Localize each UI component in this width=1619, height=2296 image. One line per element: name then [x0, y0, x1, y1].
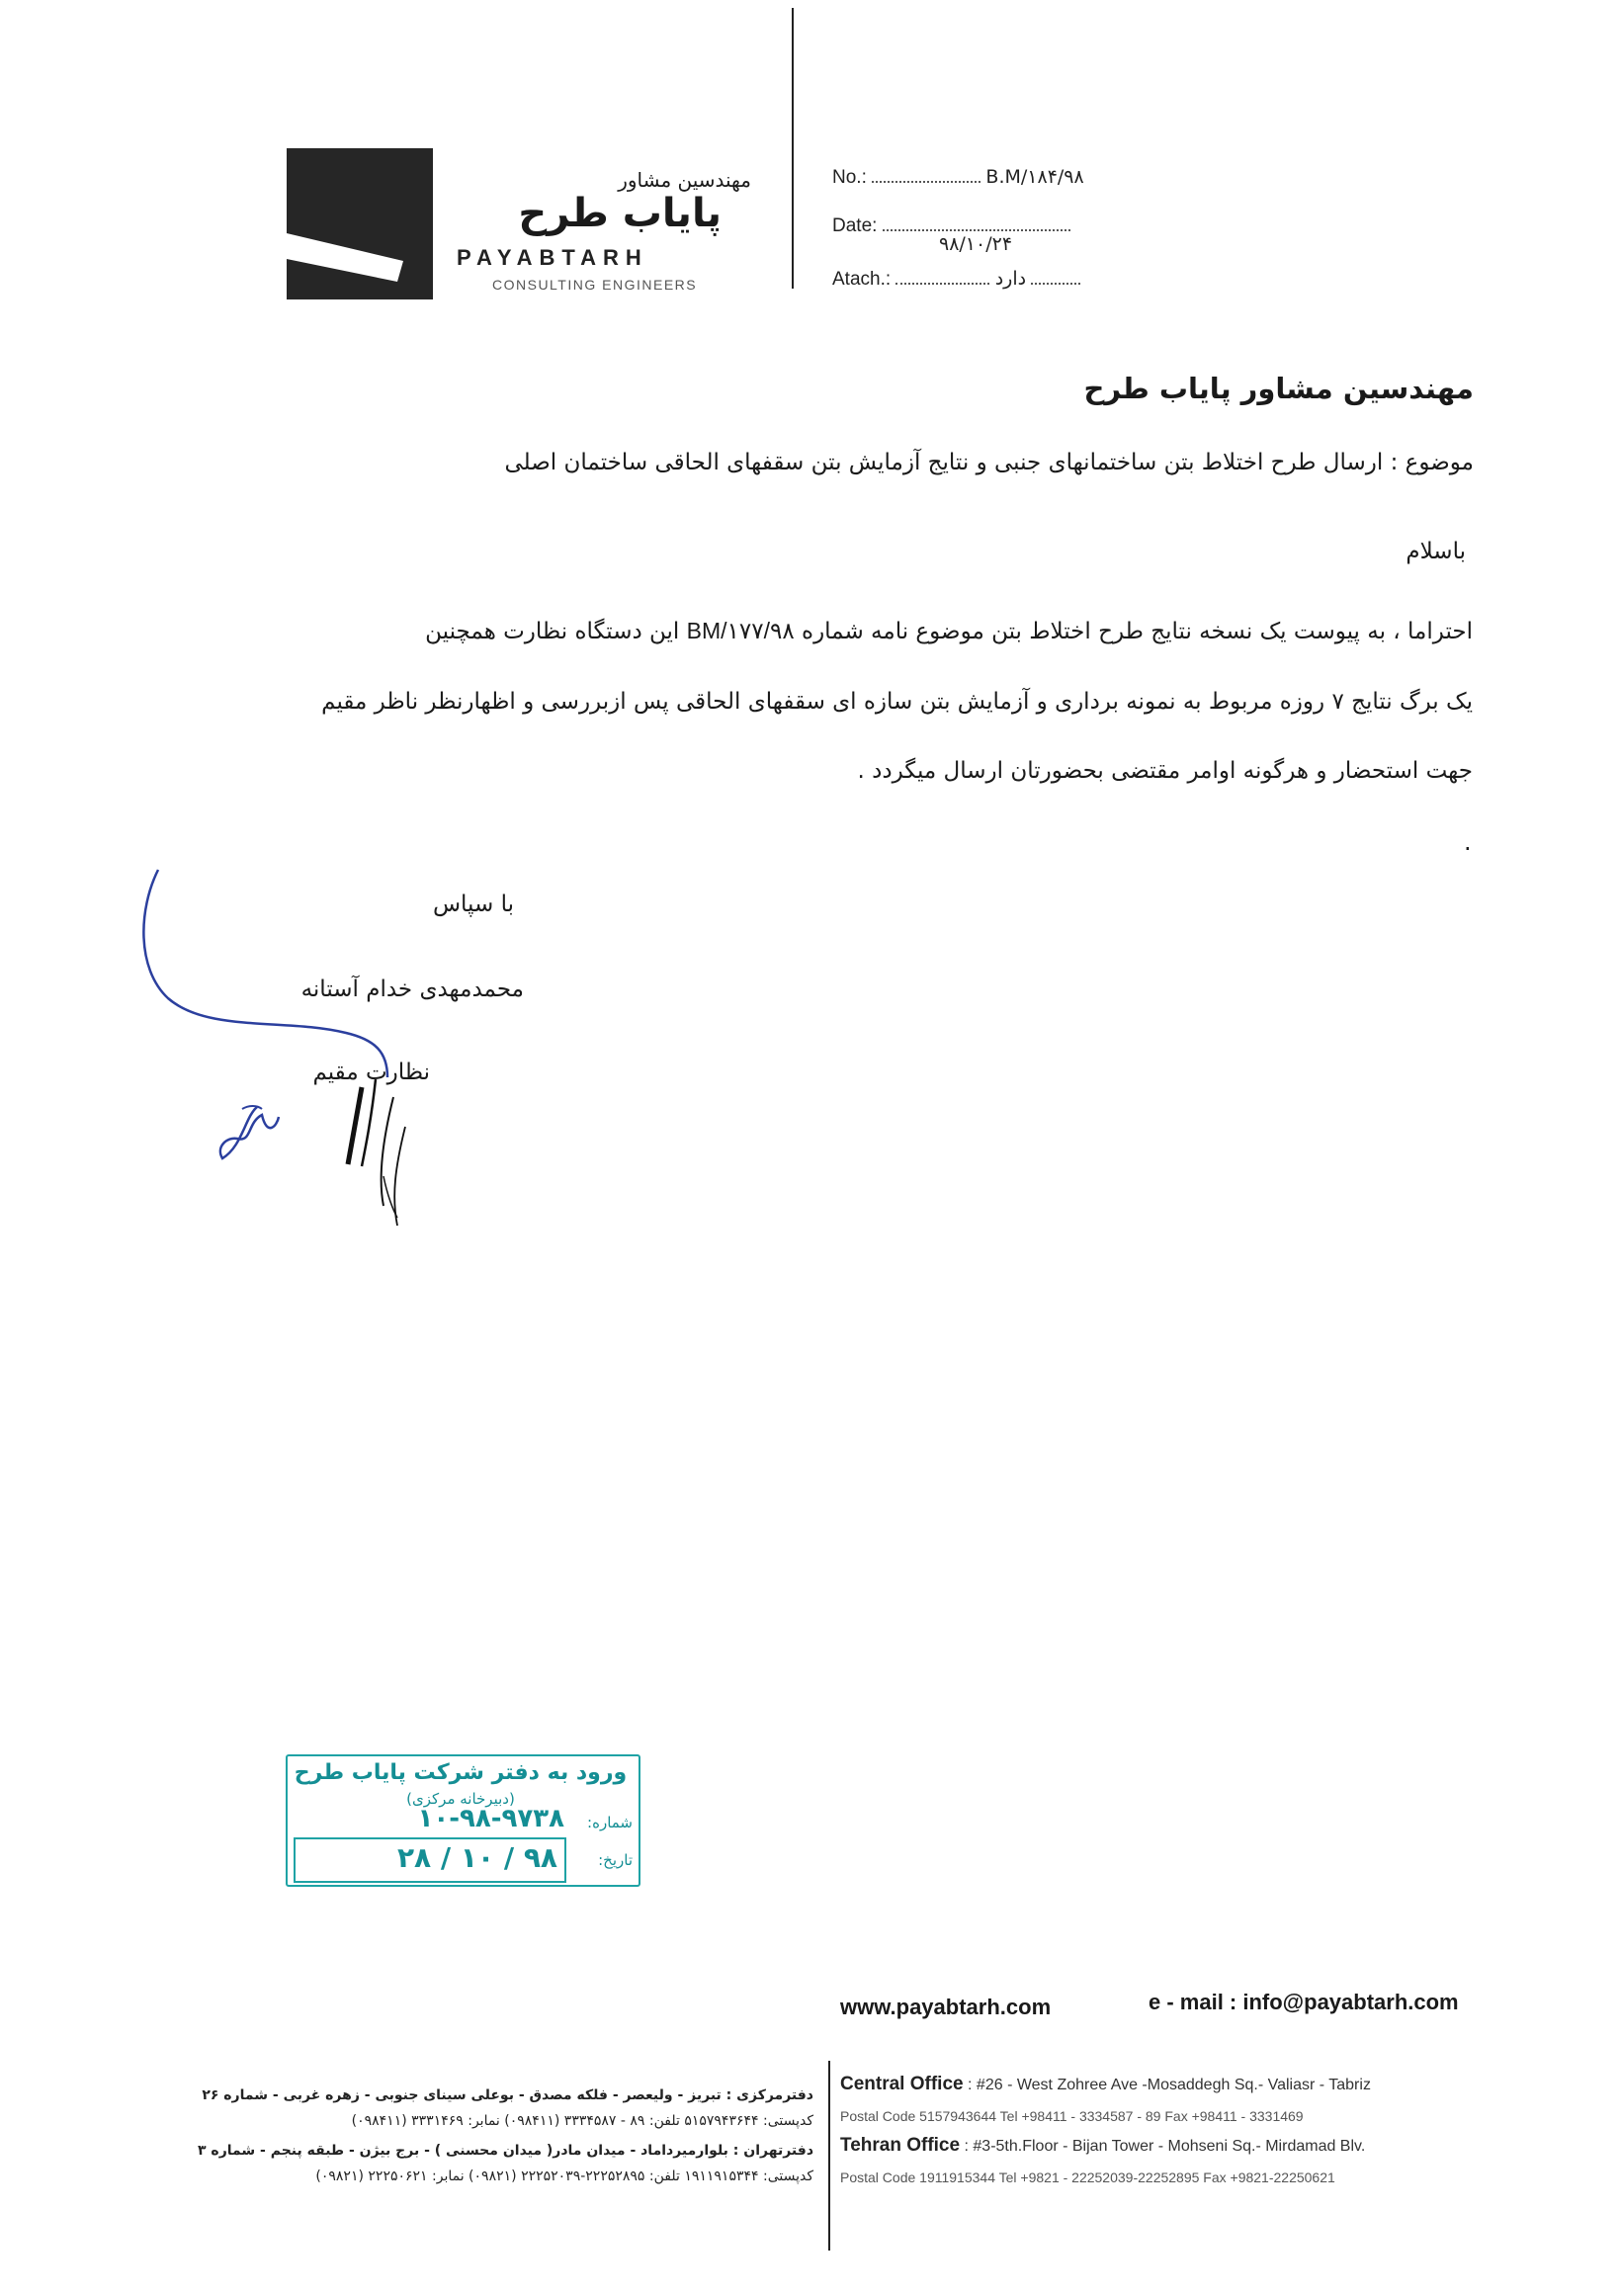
letter-date-label: Date: — [832, 215, 878, 236]
stamp-date-value: ۹۸ / ۱۰ / ۲۸ — [396, 1841, 557, 1874]
fa-tehran-office-line-1: دفترتهران : بلوارمیرداماد - میدان مادر( میدان محسنی ) - برج بیژن - طبقه پنجم - شماره ۳ — [198, 2143, 813, 2159]
dotted-line — [883, 229, 1070, 231]
tehran-office-label: Tehran Office — [840, 2135, 961, 2156]
brand-subtitle: CONSULTING ENGINEERS — [492, 277, 698, 293]
greeting: باسلام — [1406, 539, 1466, 564]
tehran-office-address — [840, 2135, 1365, 2157]
signatory-role: نظارت مقیم — [312, 1060, 430, 1085]
letter-date-value: ۹۸/۱۰/۲۴ — [939, 233, 1013, 255]
dotted-line — [1031, 283, 1080, 285]
receipt-stamp — [286, 1754, 640, 1887]
letter-attachment-label: Atach.: — [832, 269, 892, 290]
brand-name-en: PAYABTARH — [457, 245, 648, 270]
fa-central-office-line-2: کدپستی: ۵۱۵۷۹۴۳۶۴۴ تلفن: ۸۹ - ۳۳۳۴۵۸۷ (۰۹۸۴۱۱) نمابر: ۳۳۳۱۴۶۹ (۰۹۸۴۱۱) — [351, 2113, 813, 2129]
stamp-number-value: ۱۰-۹۸-۹۷۳۸ — [417, 1804, 564, 1833]
tehran-office-text: : #3-5th.Floor - Bijan Tower - Mohseni Sq.- Mirdamad Blv. — [960, 2138, 1366, 2155]
letter-number-value: B.M/۱۸۴/۹۸ — [985, 166, 1084, 188]
company-heading: مهندسین مشاور پایاب طرح — [1083, 372, 1474, 405]
stamp-date-label: تاریخ: — [598, 1851, 633, 1869]
stamp-number-label: شماره: — [587, 1814, 633, 1831]
logo-mark-icon — [287, 148, 433, 299]
tehran-office-contact: Postal Code 1911915344 Tel +9821 - 22252039-22252895 Fax +9821-22250621 — [840, 2169, 1335, 2185]
brand-name-fa-small: مهندسین مشاور — [618, 168, 751, 192]
letter-attachment-row — [832, 268, 1129, 291]
dotted-line — [895, 283, 989, 285]
dotted-line — [872, 181, 980, 183]
paragraph-text: احتراما ، به پیوست یک نسخه نتایج طرح اختلاط بتن موضوع نامه شماره — [802, 619, 1473, 644]
fa-tehran-office-line-2: کدپستی: ۱۹۱۱۹۱۵۳۴۴ تلفن: ۲۲۲۵۲۸۹۵-۲۲۲۵۲۰۳۹ (۰۹۸۲۱) نمابر: ۲۲۲۵۰۶۲۱ (۰۹۸۲۱) — [315, 2168, 813, 2184]
central-office-contact: Postal Code 5157943644 Tel +98411 - 3334587 - 89 Fax +98411 - 3331469 — [840, 2108, 1304, 2124]
central-office-text: : #26 - West Zohree Ave -Mosaddegh Sq.- Valiasr - Tabriz — [963, 2077, 1371, 2093]
website-link[interactable]: www.payabtarh.com — [840, 1995, 1052, 2019]
paragraph-line-2: یک برگ نتایج ۷ روزه مربوط به نمونه برداری و آزمایش بتن سازه ای سقفهای الحاقی پس ازبررسی و اظهارنظر ناظر مقیم — [321, 689, 1473, 715]
handwritten-signature — [128, 850, 465, 1265]
referenced-letter-number: BM/۱۷۷/۹۸ — [686, 618, 795, 643]
company-logo — [287, 148, 433, 299]
paragraph-text: این دستگاه نظارت همچنین — [425, 619, 680, 644]
brand-name-fa: پایاب طرح — [518, 191, 722, 236]
email-link[interactable]: e - mail : info@payabtarh.com — [1149, 1990, 1459, 2014]
letter-attachment-value: دارد — [994, 268, 1027, 290]
subject-line: موضوع : ارسال طرح اختلاط بتن ساختمانهای جنبی و نتایج آزمایش بتن سقفهای الحاقی ساختمان اصلی — [504, 450, 1474, 475]
central-office-label: Central Office — [840, 2074, 964, 2094]
signatory-name: محمدمهدی خدام آستانه — [300, 977, 524, 1002]
central-office-address — [840, 2074, 1371, 2095]
footer-divider — [828, 2061, 830, 2251]
stamp-subtitle: (دبیرخانه مرکزی) — [406, 1790, 515, 1808]
closing-thanks: با سپاس — [432, 892, 514, 917]
paragraph-line-3: جهت استحضار و هرگونه اوامر مقتضی بحضورتان ارسال میگردد . — [857, 758, 1473, 784]
stamp-title: ورود به دفتر شرکت پایاب طرح — [294, 1760, 628, 1785]
letter-number-label: No.: — [832, 167, 867, 188]
letter-number-row — [832, 166, 1129, 189]
fa-central-office-line-1: دفترمرکزی : تبریز - ولیعصر - فلکه مصدق - بوعلی سینای جنوبی - زهره غربی - شماره ۲۶ — [202, 2087, 813, 2103]
paragraph-line-1 — [208, 618, 1473, 644]
header-divider — [792, 8, 794, 289]
stray-dot: . — [1464, 828, 1472, 856]
